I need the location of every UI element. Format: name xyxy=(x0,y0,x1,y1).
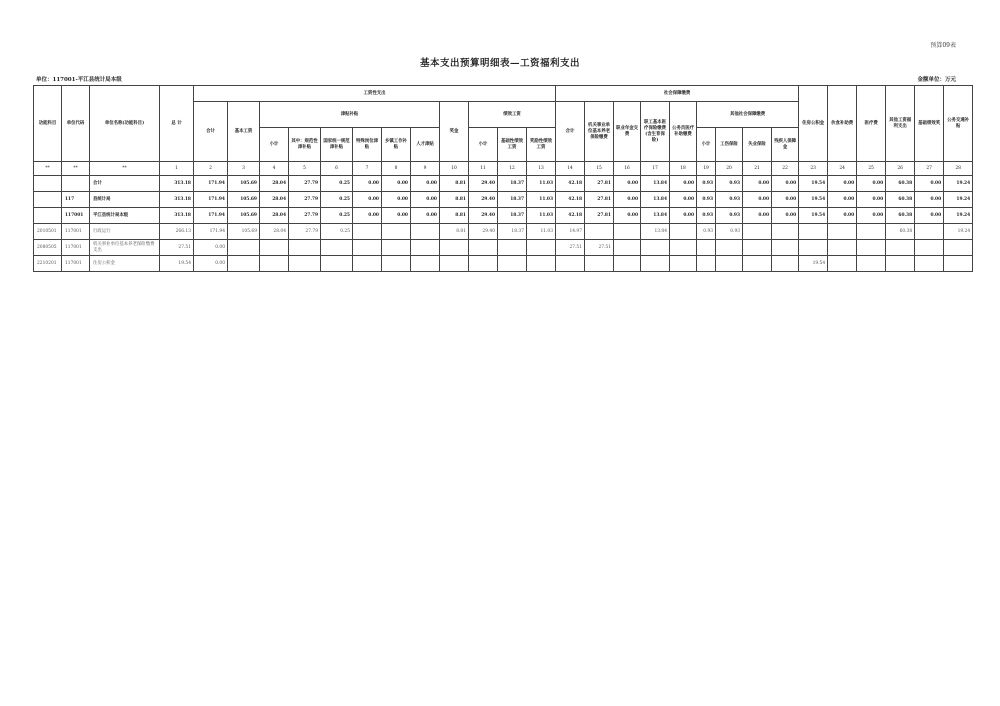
unit-code-cell xyxy=(62,176,90,192)
column-number-row xyxy=(34,162,973,176)
table-row xyxy=(34,192,973,208)
header-civil-medical-subsidy: 公务员医疗补助缴费 xyxy=(670,102,697,162)
column-number-cell: 25 xyxy=(857,162,886,176)
amount-cell xyxy=(382,256,411,272)
amount-cell xyxy=(697,240,716,256)
amount-cell: 171.94 xyxy=(194,176,228,192)
amount-cell: 313.18 xyxy=(160,192,194,208)
unit-name-cell: 县统计局 xyxy=(90,192,160,208)
header-allowance-special-post: 特殊岗位津贴 xyxy=(353,128,382,162)
amount-cell: 8.81 xyxy=(440,224,469,240)
amount-cell: 0.00 xyxy=(614,176,641,192)
column-number-cell: 8 xyxy=(382,162,411,176)
amount-cell xyxy=(411,240,440,256)
amount-cell: 0.00 xyxy=(614,192,641,208)
amount-cell: 19.24 xyxy=(944,176,973,192)
column-number-cell: 26 xyxy=(886,162,915,176)
amount-cell xyxy=(828,240,857,256)
column-number-cell: 11 xyxy=(469,162,498,176)
amount-cell xyxy=(440,256,469,272)
amount-cell: 27.81 xyxy=(585,208,614,224)
amount-cell: 13.84 xyxy=(641,208,670,224)
header-allowance-national: 国家统一规范津补贴 xyxy=(321,128,353,162)
amount-cell: 171.94 xyxy=(194,208,228,224)
amount-cell xyxy=(670,224,697,240)
amount-cell xyxy=(614,256,641,272)
amount-cell xyxy=(527,256,556,272)
func-code-cell: 2010501 xyxy=(34,224,62,240)
column-number-cell: 28 xyxy=(944,162,973,176)
header-other-wage: 其他工资福利支出 xyxy=(886,86,915,162)
amount-cell xyxy=(944,240,973,256)
amount-cell: 0.25 xyxy=(321,224,353,240)
amount-cell: 13.84 xyxy=(641,224,670,240)
amount-cell: 8.81 xyxy=(440,192,469,208)
amount-cell xyxy=(260,240,289,256)
amount-cell: 18.37 xyxy=(498,224,527,240)
amount-cell xyxy=(614,224,641,240)
amount-cell xyxy=(228,256,260,272)
amount-cell xyxy=(716,256,743,272)
amount-cell: 105.69 xyxy=(228,192,260,208)
amount-cell xyxy=(411,256,440,272)
amount-cell: 0.00 xyxy=(411,208,440,224)
unit-name-cell: 平江县统计局本级 xyxy=(90,208,160,224)
header-wage-group: 工资性支出 xyxy=(194,86,556,102)
form-number: 预算09表 xyxy=(930,42,956,49)
amount-cell xyxy=(411,224,440,240)
amount-cell xyxy=(585,224,614,240)
amount-cell xyxy=(321,256,353,272)
header-medical-insurance: 职工基本医疗保险缴费(含生育保险) xyxy=(641,102,670,162)
amount-cell xyxy=(469,240,498,256)
amount-cell: 0.93 xyxy=(716,192,743,208)
header-wage-subtotal: 合计 xyxy=(194,102,228,162)
amount-cell: 0.93 xyxy=(716,224,743,240)
column-number-cell: 24 xyxy=(828,162,857,176)
column-number-cell: 15 xyxy=(585,162,614,176)
amount-cell: 28.04 xyxy=(260,192,289,208)
func-code-cell xyxy=(34,192,62,208)
amount-cell xyxy=(289,240,321,256)
amount-cell: 0.25 xyxy=(321,192,353,208)
column-number-cell: 23 xyxy=(799,162,828,176)
amount-cell: 19.54 xyxy=(799,256,828,272)
header-bonus: 奖金 xyxy=(440,102,469,162)
amount-cell xyxy=(382,240,411,256)
amount-cell xyxy=(886,240,915,256)
amount-cell: 0.00 xyxy=(382,208,411,224)
amount-cell xyxy=(944,256,973,272)
column-number-cell: 12 xyxy=(498,162,527,176)
header-housing-fund: 住房公积金 xyxy=(799,86,828,162)
unit-name-cell: 合计 xyxy=(90,176,160,192)
amount-cell: 29.40 xyxy=(469,208,498,224)
amount-cell: 11.03 xyxy=(527,192,556,208)
amount-cell: 0.00 xyxy=(857,192,886,208)
amount-cell: 0.00 xyxy=(353,192,382,208)
amount-cell: 8.81 xyxy=(440,208,469,224)
header-social-subtotal: 合计 xyxy=(556,102,585,162)
amount-cell: 19.24 xyxy=(944,224,973,240)
header-other-social-group: 其他社会保障缴费 xyxy=(697,102,799,128)
header-perf-group: 绩效工资 xyxy=(469,102,556,128)
amount-cell: 0.00 xyxy=(915,192,944,208)
header-medical-fee: 医疗费 xyxy=(857,86,886,162)
amount-cell xyxy=(670,256,697,272)
amount-cell: 27.79 xyxy=(289,208,321,224)
amount-cell xyxy=(772,240,799,256)
header-transport-subsidy: 公务交通补贴 xyxy=(944,86,973,162)
column-number-cell: 6 xyxy=(321,162,353,176)
amount-cell: 8.81 xyxy=(440,176,469,192)
header-allowance-talent: 人才津贴 xyxy=(411,128,440,162)
column-number-cell: 2 xyxy=(194,162,228,176)
func-code-cell xyxy=(34,176,62,192)
table-row xyxy=(34,224,973,240)
amount-cell: 0.00 xyxy=(353,208,382,224)
amount-cell xyxy=(743,256,772,272)
amount-cell: 0.00 xyxy=(743,192,772,208)
header-social-group: 社会保障缴费 xyxy=(556,86,799,102)
amount-cell xyxy=(772,256,799,272)
amount-cell: 0.00 xyxy=(614,208,641,224)
amount-cell: 0.00 xyxy=(194,256,228,272)
amount-cell xyxy=(716,240,743,256)
func-code-cell: 2080505 xyxy=(34,240,62,256)
amount-cell: 14.97 xyxy=(556,224,585,240)
header-injury-insurance: 工伤保险 xyxy=(716,128,743,162)
amount-cell: 0.00 xyxy=(670,176,697,192)
amount-cell xyxy=(828,256,857,272)
header-meal-subsidy: 伙食补助费 xyxy=(828,86,857,162)
header-unemployment-insurance: 失业保险 xyxy=(743,128,772,162)
amount-cell: 0.00 xyxy=(194,240,228,256)
amount-cell xyxy=(321,240,353,256)
header-allowance-group: 津贴补贴 xyxy=(260,102,440,128)
amount-cell xyxy=(915,224,944,240)
amount-cell xyxy=(772,224,799,240)
amount-cell: 11.03 xyxy=(527,224,556,240)
amount-cell xyxy=(353,256,382,272)
amount-cell: 11.03 xyxy=(527,176,556,192)
header-unit-code: 单位代码 xyxy=(62,86,90,162)
header-unit-name: 单位名称(功能科目) xyxy=(90,86,160,162)
table-row xyxy=(34,240,973,256)
amount-cell: 171.94 xyxy=(194,192,228,208)
amount-cell: 18.37 xyxy=(498,192,527,208)
amount-cell xyxy=(857,240,886,256)
column-number-cell: 19 xyxy=(697,162,716,176)
header-basic-perf-bonus: 基础绩效奖 xyxy=(915,86,944,162)
table-row xyxy=(34,256,973,272)
column-number-cell: 21 xyxy=(743,162,772,176)
unit-code-cell: 117 xyxy=(62,192,90,208)
amount-cell: 0.93 xyxy=(716,208,743,224)
amount-cell: 18.37 xyxy=(498,208,527,224)
amount-cell: 0.00 xyxy=(772,192,799,208)
amount-cell: 313.18 xyxy=(160,208,194,224)
amount-cell: 13.84 xyxy=(641,192,670,208)
amount-cell xyxy=(743,224,772,240)
column-number-cell: 22 xyxy=(772,162,799,176)
amount-cell xyxy=(857,224,886,240)
amount-cell xyxy=(585,256,614,272)
amount-cell: 0.00 xyxy=(772,208,799,224)
amount-cell: 11.03 xyxy=(527,208,556,224)
amount-cell xyxy=(886,256,915,272)
amount-cell: 19.24 xyxy=(944,192,973,208)
column-number-cell: 16 xyxy=(614,162,641,176)
amount-cell: 0.00 xyxy=(828,192,857,208)
amount-cell xyxy=(828,224,857,240)
amount-cell xyxy=(915,256,944,272)
amount-cell xyxy=(353,240,382,256)
unit-code-cell: 117001 xyxy=(62,208,90,224)
amount-cell: 0.00 xyxy=(670,208,697,224)
amount-cell: 0.00 xyxy=(857,208,886,224)
header-perf-incentive: 奖励性绩效工资 xyxy=(527,128,556,162)
amount-cell: 0.00 xyxy=(353,176,382,192)
column-number-cell: 10 xyxy=(440,162,469,176)
amount-cell xyxy=(228,240,260,256)
unit-code-cell: 117001 xyxy=(62,240,90,256)
header-disability-fund: 残疾人保障金 xyxy=(772,128,799,162)
table-row xyxy=(34,208,973,224)
amount-cell xyxy=(743,240,772,256)
amount-cell: 105.69 xyxy=(228,208,260,224)
column-number-cell: 13 xyxy=(527,162,556,176)
amount-cell: 42.18 xyxy=(556,176,585,192)
amount-cell xyxy=(556,256,585,272)
amount-cell: 171.94 xyxy=(194,224,228,240)
amount-cell: 0.00 xyxy=(772,176,799,192)
header-basic-salary: 基本工资 xyxy=(228,102,260,162)
amount-cell: 19.54 xyxy=(160,256,194,272)
amount-cell: 0.93 xyxy=(697,192,716,208)
func-code-cell xyxy=(34,208,62,224)
amount-cell xyxy=(469,256,498,272)
header-pension-insurance: 机关事业单位基本养老保险缴费 xyxy=(585,102,614,162)
unit-code-cell: 117001 xyxy=(62,256,90,272)
column-number-cell: ** xyxy=(62,162,90,176)
amount-cell: 0.25 xyxy=(321,208,353,224)
amount-cell: 0.00 xyxy=(828,208,857,224)
amount-cell: 28.04 xyxy=(260,176,289,192)
amount-cell: 0.00 xyxy=(743,208,772,224)
amount-cell: 0.00 xyxy=(382,176,411,192)
header-allowance-subtotal: 小计 xyxy=(260,128,289,162)
column-number-cell: 20 xyxy=(716,162,743,176)
amount-cell xyxy=(440,240,469,256)
amount-cell: 60.38 xyxy=(886,176,915,192)
column-number-cell: 9 xyxy=(411,162,440,176)
amount-cell: 29.40 xyxy=(469,224,498,240)
func-code-cell: 2210201 xyxy=(34,256,62,272)
currency-unit-label: 金额单位：万元 xyxy=(917,77,956,83)
header-allowance-township: 乡镇工作补贴 xyxy=(382,128,411,162)
amount-cell xyxy=(799,240,828,256)
amount-cell: 0.00 xyxy=(857,176,886,192)
amount-cell: 29.40 xyxy=(469,176,498,192)
header-perf-basic: 基础性绩效工资 xyxy=(498,128,527,162)
amount-cell: 42.18 xyxy=(556,192,585,208)
amount-cell: 0.93 xyxy=(697,208,716,224)
header-perf-subtotal: 小计 xyxy=(469,128,498,162)
amount-cell xyxy=(260,256,289,272)
amount-cell: 0.00 xyxy=(411,192,440,208)
amount-cell xyxy=(289,256,321,272)
amount-cell: 27.51 xyxy=(160,240,194,256)
page-title: 基本支出预算明细表—工资福利支出 xyxy=(419,58,580,69)
amount-cell: 266.13 xyxy=(160,224,194,240)
amount-cell: 0.00 xyxy=(915,176,944,192)
unit-code-cell: 117001 xyxy=(62,224,90,240)
amount-cell: 27.51 xyxy=(556,240,585,256)
column-number-cell: 3 xyxy=(228,162,260,176)
amount-cell xyxy=(498,240,527,256)
header-total: 总 计 xyxy=(160,86,194,162)
table-row xyxy=(34,176,973,192)
amount-cell: 19.24 xyxy=(944,208,973,224)
amount-cell: 0.00 xyxy=(411,176,440,192)
amount-cell: 0.25 xyxy=(321,176,353,192)
amount-cell: 0.00 xyxy=(915,208,944,224)
amount-cell xyxy=(527,240,556,256)
amount-cell: 19.54 xyxy=(799,208,828,224)
amount-cell xyxy=(670,240,697,256)
amount-cell: 0.00 xyxy=(828,176,857,192)
amount-cell: 28.04 xyxy=(260,224,289,240)
amount-cell: 0.93 xyxy=(697,176,716,192)
column-number-cell: 27 xyxy=(915,162,944,176)
amount-cell xyxy=(614,240,641,256)
column-number-cell: 17 xyxy=(641,162,670,176)
amount-cell: 313.18 xyxy=(160,176,194,192)
header-other-subtotal: 小计 xyxy=(697,128,716,162)
header-occupational-annuity: 职业年金交费 xyxy=(614,102,641,162)
budget-table xyxy=(33,85,973,272)
unit-name-cell: 机关事业单位基本养老保险缴费支出 xyxy=(90,240,160,256)
amount-cell xyxy=(857,256,886,272)
amount-cell: 27.79 xyxy=(289,224,321,240)
amount-cell: 105.69 xyxy=(228,176,260,192)
amount-cell: 27.79 xyxy=(289,176,321,192)
amount-cell xyxy=(382,224,411,240)
amount-cell: 27.79 xyxy=(289,192,321,208)
header-allowance-regulated: 其中：规范性津补贴 xyxy=(289,128,321,162)
amount-cell: 28.04 xyxy=(260,208,289,224)
amount-cell: 19.54 xyxy=(799,176,828,192)
amount-cell: 0.93 xyxy=(697,224,716,240)
amount-cell: 27.81 xyxy=(585,192,614,208)
unit-name-cell: 住房公积金 xyxy=(90,256,160,272)
header-func-code: 功能科目 xyxy=(34,86,62,162)
amount-cell: 13.84 xyxy=(641,176,670,192)
amount-cell xyxy=(915,240,944,256)
amount-cell: 27.51 xyxy=(585,240,614,256)
amount-cell xyxy=(799,224,828,240)
amount-cell xyxy=(641,256,670,272)
amount-cell: 18.37 xyxy=(498,176,527,192)
amount-cell: 27.81 xyxy=(585,176,614,192)
amount-cell xyxy=(641,240,670,256)
column-number-cell: 14 xyxy=(556,162,585,176)
amount-cell: 60.38 xyxy=(886,192,915,208)
amount-cell: 19.54 xyxy=(799,192,828,208)
amount-cell xyxy=(697,256,716,272)
amount-cell: 0.00 xyxy=(382,192,411,208)
amount-cell: 0.93 xyxy=(716,176,743,192)
amount-cell: 60.38 xyxy=(886,208,915,224)
column-number-cell: 5 xyxy=(289,162,321,176)
unit-label: 单位：117001-平江县统计局本级 xyxy=(36,77,122,83)
column-number-cell: 18 xyxy=(670,162,697,176)
column-number-cell: 4 xyxy=(260,162,289,176)
amount-cell xyxy=(498,256,527,272)
column-number-cell: 7 xyxy=(353,162,382,176)
column-number-cell: ** xyxy=(34,162,62,176)
amount-cell: 42.18 xyxy=(556,208,585,224)
amount-cell: 105.69 xyxy=(228,224,260,240)
column-number-cell: ** xyxy=(90,162,160,176)
amount-cell: 29.40 xyxy=(469,192,498,208)
amount-cell xyxy=(353,224,382,240)
amount-cell: 60.38 xyxy=(886,224,915,240)
unit-name-cell: 行政运行 xyxy=(90,224,160,240)
amount-cell: 0.00 xyxy=(670,192,697,208)
amount-cell: 0.00 xyxy=(743,176,772,192)
column-number-cell: 1 xyxy=(160,162,194,176)
